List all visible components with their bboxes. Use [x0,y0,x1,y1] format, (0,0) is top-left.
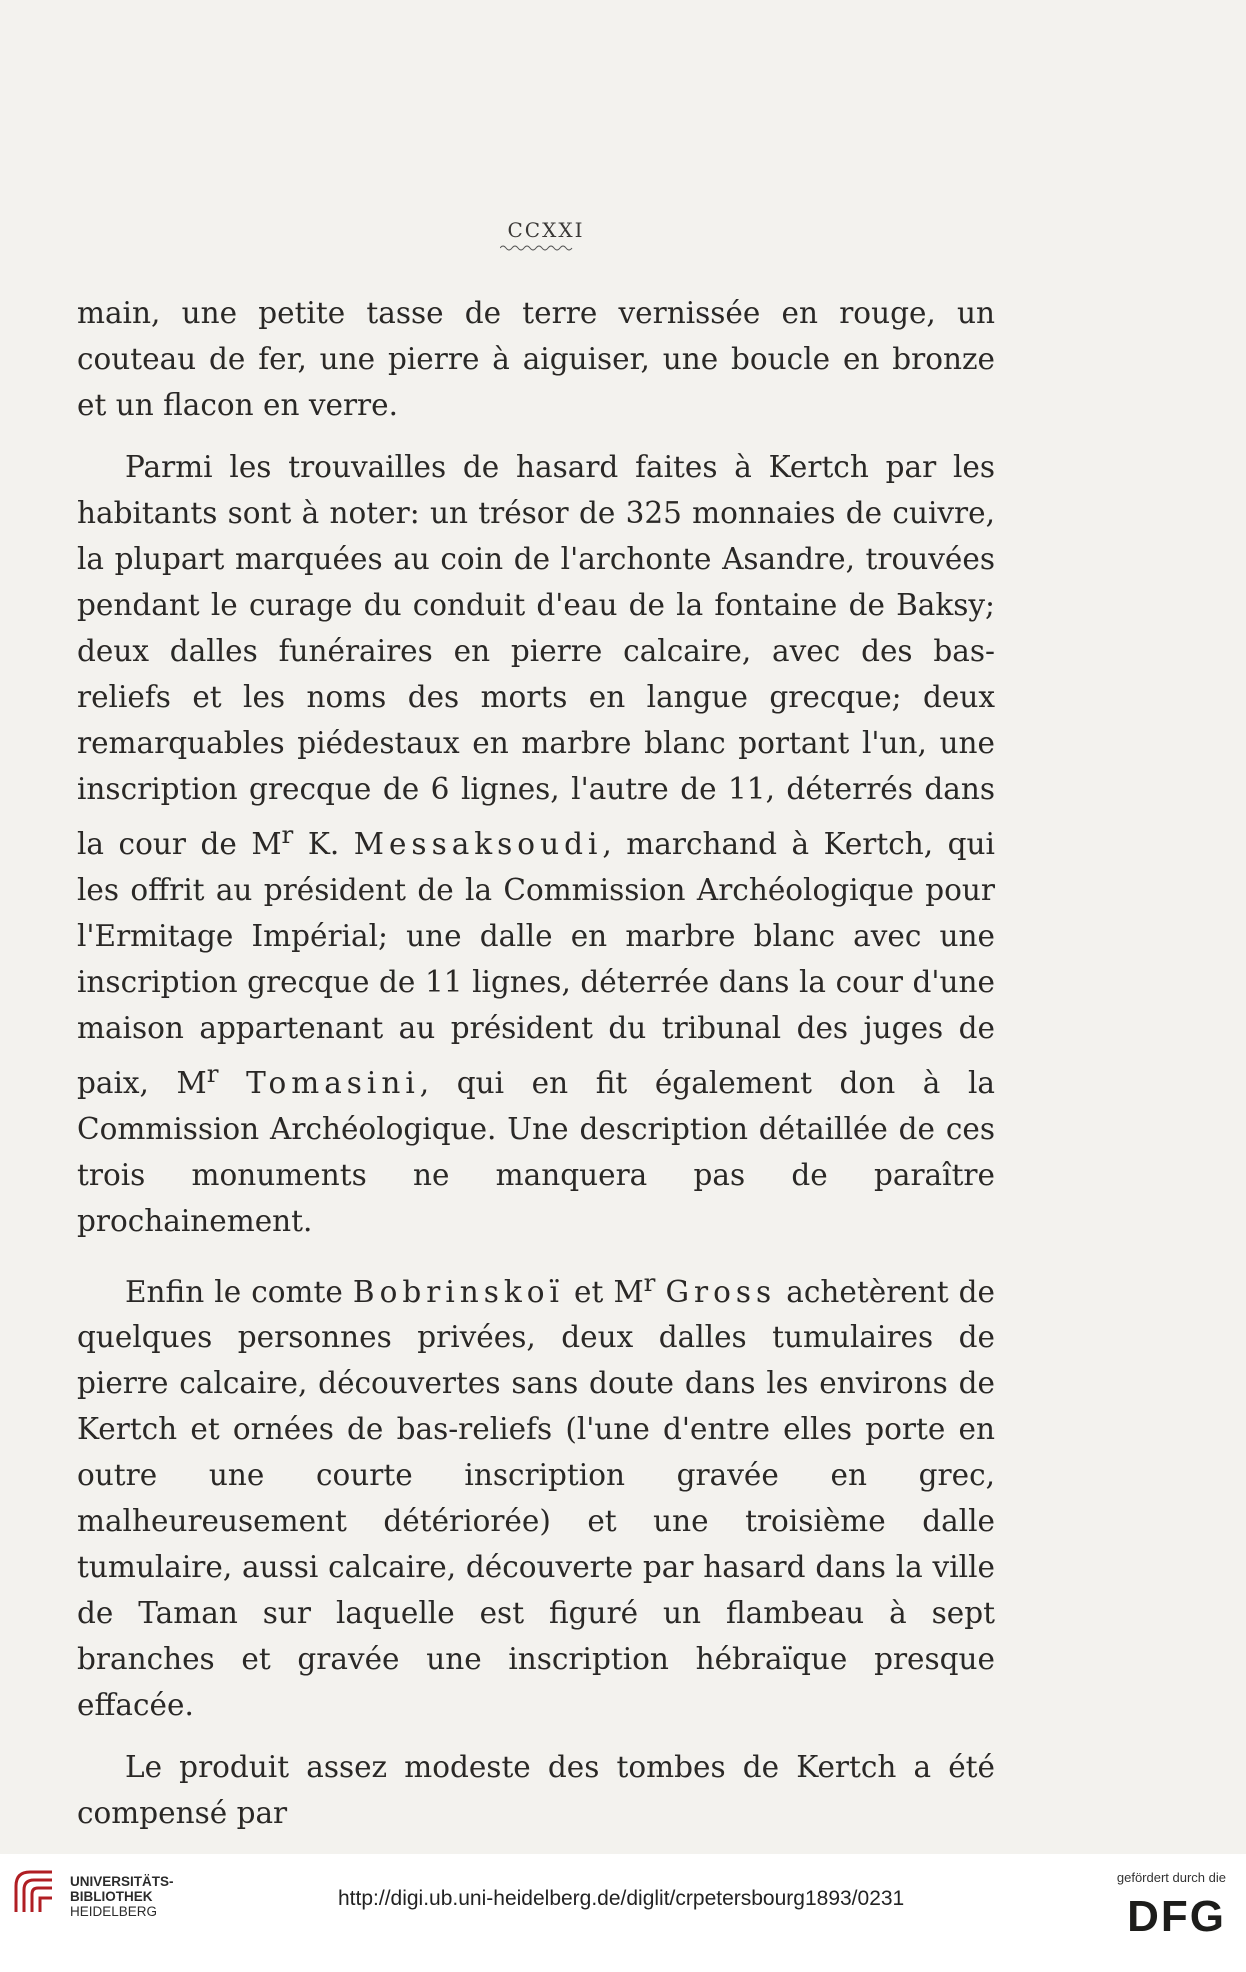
library-name-line-1: UNIVERSITÄTS- [70,1874,174,1889]
university-library-name[interactable] [70,1874,174,1919]
footer-bar [0,1854,1246,1972]
superscript-r: r [281,820,294,849]
university-library-logo-icon[interactable] [12,1866,60,1916]
library-name-line-2: BIBLIOTHEK [70,1889,153,1904]
paragraph-1: main, une petite tasse de terre vernissée en rouge, un couteau de fer, une pierre à aiguiser, une boucle en bronze et un flacon en verre. [77,296,995,422]
page-number-ornament [500,244,574,252]
body-text [77,290,995,1852]
paragraph-3-part-4: achetèrent de quelques personnes privées, deux dalles tumulaires de pierre calcaire, découvertes sans doute dans les environs de Kertch et ornées de bas-reliefs (l'une d'entre elles porte en outre une courte inscription gravée en grec, malheureusement détériorée) et une troisième dalle tumulaire, aussi calcaire, découverte par hasard dans la ville de Taman sur laquelle est figuré un flambeau à sept branches et gravée une inscription hébraïque presque effacée. [77,1274,995,1723]
paragraph-3-part-1: Enfin le comte [125,1274,353,1309]
person-name-gross: Gross [665,1274,777,1309]
dfg-logo[interactable]: DFG [1127,1892,1226,1941]
person-name-bobrinskoi: Bobrinskoï [352,1274,564,1309]
paragraph-2-part-5: , qui en fit également don à la Commission Archéologique. Une description détaillée de ces trois monuments ne manquera pas de paraître prochainement. [77,1065,995,1238]
paragraph-2 [77,444,995,1244]
paragraph-2-part-3: , marchand à Kertch, qui les offrit au président de la Commission Archéologique pour l'Ermitage Impérial; une dalle en marbre blanc avec une inscription grecque de 11 lignes, déterrée dans la cour d'une maison appartenant au président du tribunal des juges de paix, M [77,826,995,1100]
paragraph-4: Le produit assez modeste des tombes de Kertch a été compensé par [77,1750,995,1831]
paragraph-3 [77,1260,995,1729]
superscript-r: r [206,1058,219,1088]
paragraph-2-part-4 [218,1066,246,1100]
person-name-messaksoudi: Messaksoudi [353,826,603,861]
paragraph-2-part-2: K. [293,826,354,861]
source-url-link[interactable]: http://digi.ub.uni-heidelberg.de/diglit/crpetersbourg1893/0231 [338,1887,905,1910]
superscript-r: r [643,1267,656,1297]
library-name-line-3: HEIDELBERG [70,1904,158,1919]
person-name-tomasini: Tomasini [246,1065,420,1100]
funding-caption: gefördert durch die [1116,1870,1226,1885]
paragraph-2-part-1: Parmi les trouvailles de hasard faites à Kertch par les habitants sont à noter: un trésor de 325 monnaies de cuivre, la plupart marquées au coin de l'archonte Asandre, trouvées pendant le curage du conduit d'eau de la fontaine de Baksy; deux dalles funéraires en pierre calcaire, avec des bas-reliefs et les noms des morts en langue grecque; deux remarquables piédestaux en marbre blanc portant l'un, une inscription grecque de 6 lignes, l'autre de 11, déterrés dans la cour de M [77,450,995,861]
paragraph-3-part-3 [655,1274,665,1308]
page-number: CCXXI [507,218,585,242]
paragraph-3-part-2: et M [563,1274,644,1309]
